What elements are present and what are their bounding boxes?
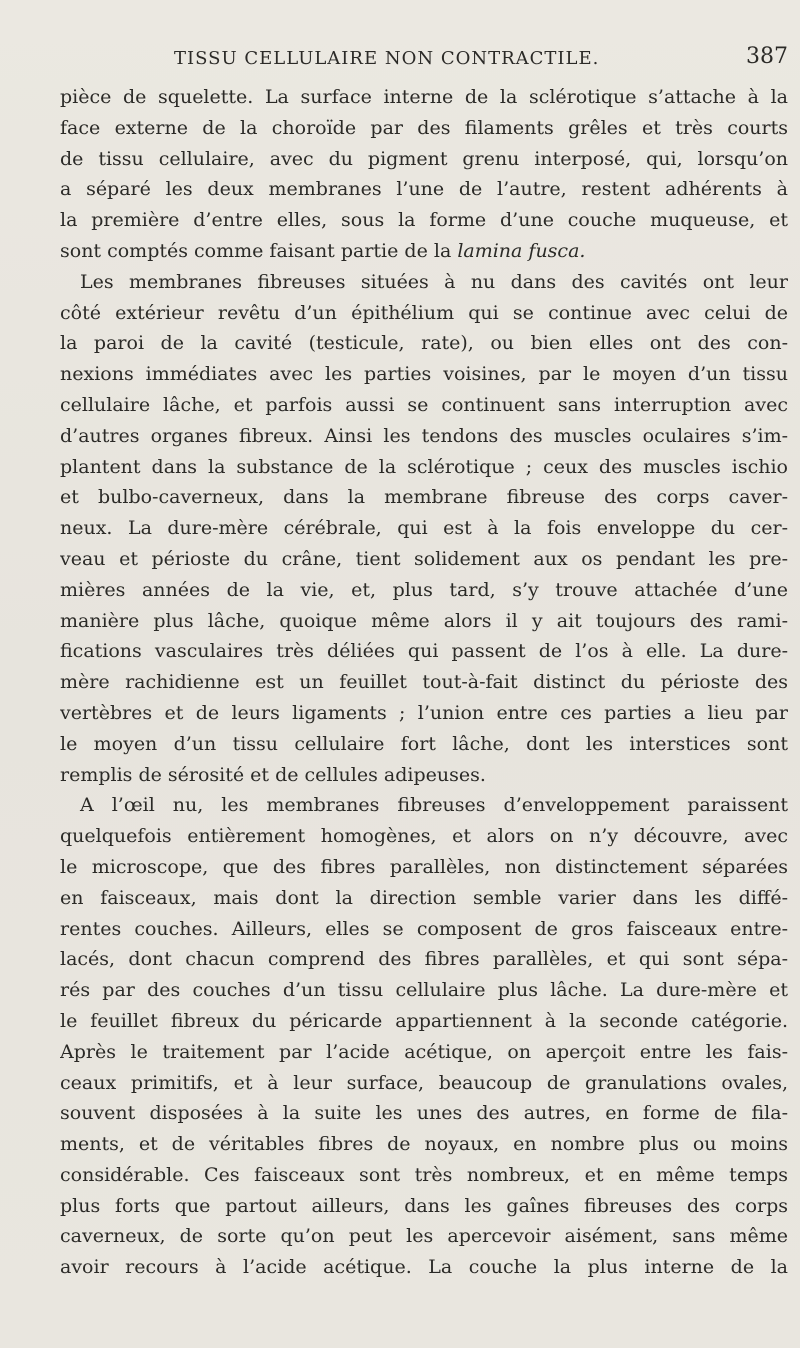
text-line: Après le traitement par l’acide acétique, on aperçoit entre les fais-	[60, 1040, 788, 1063]
text-line: la paroi de la cavité (testicule, rate), ou bien elles ont des con-	[60, 332, 788, 355]
text-line: rés par des couches d’un tissu cellulaire plus lâche. La dure-mère et	[60, 979, 788, 1002]
text-line: et bulbo-caverneux, dans la membrane fibreuse des corps caver-	[60, 486, 788, 509]
text-line: fications vasculaires très déliées qui passent de l’os à elle. La dure-	[60, 640, 788, 663]
text-line: lacés, dont chacun comprend des fibres parallèles, et qui sont sépa-	[60, 948, 788, 971]
text-line: côté extérieur revêtu d’un épithélium qui se continue avec celui de	[60, 301, 788, 324]
text-line: considérable. Ces faisceaux sont très nombreux, et en même temps	[60, 1163, 788, 1186]
italic-term: lamina fusca.	[457, 239, 586, 262]
text-line: le moyen d’un tissu cellulaire fort lâche, dont les interstices sont	[60, 732, 788, 755]
text-line: rentes couches. Ailleurs, elles se composent de gros faisceaux entre-	[60, 917, 788, 940]
text-line: souvent disposées à la suite les unes des autres, en forme de fila-	[60, 1102, 788, 1125]
text-line: la première d’entre elles, sous la forme d’une couche muqueuse, et	[60, 209, 788, 232]
page-number: 387	[746, 44, 788, 69]
text-line: avoir recours à l’acide acétique. La couche la plus interne de la	[60, 1256, 788, 1279]
text-line: a séparé les deux membranes l’une de l’autre, restent adhérents à	[60, 178, 788, 201]
running-title: TISSU CELLULAIRE NON CONTRACTILE.	[174, 48, 600, 69]
text-line	[60, 236, 788, 267]
text-line: en faisceaux, mais dont la direction semble varier dans les diffé-	[60, 886, 788, 909]
text-line: caverneux, de sorte qu’on peut les apercevoir aisément, sans même	[60, 1225, 788, 1248]
text-line: face externe de la choroïde par des filaments grêles et très courts	[60, 116, 788, 139]
text-line: cellulaire lâche, et parfois aussi se continuent sans interruption avec	[60, 393, 788, 416]
text-line: veau et périoste du crâne, tient solidement aux os pendant les pre-	[60, 547, 788, 570]
text-line: le microscope, que des fibres parallèles, non distinctement séparées	[60, 855, 788, 878]
text-line: A l’œil nu, les membranes fibreuses d’enveloppement paraissent	[80, 794, 788, 817]
text-line: mières années de la vie, et, plus tard, s’y trouve attachée d’une	[60, 578, 788, 601]
text-line: Les membranes fibreuses situées à nu dans des cavités ont leur	[80, 270, 788, 293]
text-line: manière plus lâche, quoique même alors il y ait toujours des rami-	[60, 609, 788, 632]
text-line: plantent dans la substance de la sclérotique ; ceux des muscles ischio	[60, 455, 788, 478]
text-line: le feuillet fibreux du péricarde appartiennent à la seconde catégorie.	[60, 1009, 788, 1032]
text-line: mère rachidienne est un feuillet tout-à-fait distinct du périoste des	[60, 671, 788, 694]
text-line: pièce de squelette. La surface interne de la sclérotique s’attache à la	[60, 86, 788, 108]
running-header	[60, 36, 788, 76]
text-line: nexions immédiates avec les parties voisines, par le moyen d’un tissu	[60, 363, 788, 386]
text-line: vertèbres et de leurs ligaments ; l’union entre ces parties a lieu par	[60, 701, 788, 724]
text-line: plus forts que partout ailleurs, dans les gaînes fibreuses des corps	[60, 1194, 788, 1217]
text-line: quelquefois entièrement homogènes, et alors on n’y découvre, avec	[60, 825, 788, 848]
text-line: ceaux primitifs, et à leur surface, beaucoup de granulations ovales,	[60, 1071, 788, 1094]
body-text	[60, 82, 788, 1283]
text-line: ments, et de véritables fibres de noyaux, en nombre plus ou moins	[60, 1133, 788, 1156]
text-line: d’autres organes fibreux. Ainsi les tendons des muscles oculaires s’im-	[60, 424, 788, 447]
text-line: de tissu cellulaire, avec du pigment grenu interposé, qui, lorsqu’on	[60, 147, 788, 170]
text-line: neux. La dure-mère cérébrale, qui est à la fois enveloppe du cer-	[60, 517, 788, 540]
text-line-start: sont comptés comme faisant partie de la	[60, 239, 458, 262]
text-line: remplis de sérosité et de cellules adipeuses.	[60, 763, 486, 786]
